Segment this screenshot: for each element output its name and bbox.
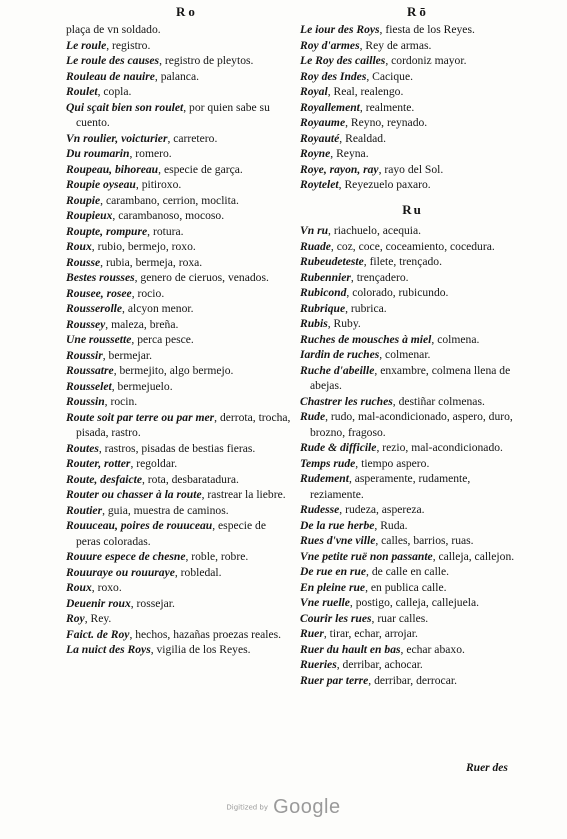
dictionary-entry [66,286,292,302]
entry-translation: , rubrica. [345,301,387,315]
entry-translation: , rocin. [104,395,138,408]
dictionary-entry [300,533,525,549]
entry-translation: , regoldar. [130,457,178,470]
entry-translation: , de calle en calle. [366,565,450,578]
entry-translation: , especie de peras coloradas. [76,519,266,548]
entry-translation: , destiñar colmenas. [392,394,485,408]
dictionary-entry [300,502,525,518]
entry-headword: Vn ru [300,224,329,237]
entry-headword: Rouure espece de chesne [66,550,186,563]
entry-headword: Royallement [300,100,360,114]
entry-translation: , calles, barrios, ruas. [375,534,474,547]
dictionary-entry [66,410,292,441]
entry-translation: , colmenar. [379,348,431,361]
entry-headword: Temps rude [300,456,356,470]
entry-headword: Router ou chasser à la route [66,488,202,501]
dictionary-entry [300,642,525,658]
entry-translation: , tiempo aspero. [355,456,430,470]
entry-translation: , tirar, echar, arrojar. [323,627,418,640]
entry-translation: , enxambre, colmena llena de abejas. [310,363,511,392]
dictionary-entry [300,580,525,596]
right-column-entries-top [300,22,525,193]
entry-translation: , echar abaxo. [400,642,465,656]
entry-headword: Courir les rues [300,611,372,625]
entry-headword: Roussin [66,395,105,408]
entry-translation: , postigo, calleja, callejuela. [349,596,480,609]
entry-translation: , rastros, pisadas de bestias fieras. [98,441,256,455]
entry-headword: Rouuceau, poires de rouuceau [66,519,213,532]
entry-headword: Rubeudeteste [300,255,364,268]
dictionary-entry [66,518,292,549]
entry-translation: , cordoniz mayor. [385,54,467,67]
entry-headword: Roupte, rompure [66,224,148,238]
entry-headword: Rues d'vne ville [300,534,376,547]
digitization-watermark [0,796,567,819]
dictionary-entry [66,456,292,472]
dictionary-entry [66,487,292,503]
entry-headword: Roussir [66,348,103,362]
entry-headword: Routier [66,503,103,517]
dictionary-entry [66,549,292,565]
dictionary-entry [300,177,525,193]
entry-translation: , riachuelo, acequia. [328,224,422,237]
dictionary-entry [66,100,292,131]
dictionary-entry [66,394,292,410]
entry-translation: , roble, robre. [185,550,249,563]
entry-translation: , registro. [106,38,151,52]
entry-headword: Ruer [300,627,324,640]
entry-translation: , realmente. [359,100,415,114]
entry-translation: , Reyezuelo paxaro. [338,178,431,191]
entry-headword: Ruches de mousches à miel [300,332,432,346]
entry-translation: , rotura. [147,224,184,238]
entry-headword: Route soit par terre ou par mer [66,410,215,424]
entry-translation: , Reyno, reynado. [345,116,428,129]
entry-translation: , ruar calles. [371,611,429,625]
entry-translation: , rudeza, aspereza. [339,503,425,516]
dictionary-entry [300,611,525,627]
entry-translation: , rocio. [131,286,165,300]
entry-headword: Rouuraye ou rouuraye [66,565,175,579]
dictionary-entry [66,503,292,519]
google-logo: Google [273,796,341,818]
entry-headword: Rude & difficile [300,441,377,454]
entry-translation: , rastrear la liebre. [201,488,286,501]
entry-headword: Roussatre [66,364,114,377]
dictionary-entry [300,239,525,255]
dictionary-entry [300,564,525,580]
dictionary-entry [300,657,525,673]
entry-translation: , vigilia de los Reyes. [150,643,251,656]
dictionary-entry [66,301,292,317]
dictionary-entry [300,254,525,270]
entry-headword: La nuict des Roys [66,643,151,656]
entry-headword: Royne [300,147,331,160]
dictionary-entry [66,565,292,581]
entry-translation: , rossejar. [130,596,175,610]
entry-translation: , rezio, mal-acondicionado. [376,441,503,454]
entry-translation: , bermejar. [102,348,152,362]
entry-headword: Roupieux [66,209,113,222]
entry-headword: Iardin de ruches [300,348,380,361]
entry-translation: , carretero. [167,131,218,145]
entry-translation: , Realdad. [339,131,386,145]
dictionary-entry [300,69,525,85]
entry-headword: De rue en rue [300,565,367,578]
entry-translation: , derribar, derrocar. [368,673,457,687]
entry-translation: , Real, realengo. [327,85,404,98]
entry-headword: Ruche d'abeille [300,363,375,377]
entry-translation: , guia, muestra de caminos. [102,503,229,517]
dictionary-entry [300,549,525,565]
entry-headword: De la rue herbe [300,518,375,532]
entry-translation: , en publica calle. [365,580,447,594]
dictionary-entry [300,131,525,147]
dictionary-entry [300,316,525,332]
dictionary-entry [300,673,525,689]
entry-translation: , hechos, hazañas proezas reales. [129,627,282,641]
entry-translation: , filete, trençado. [363,255,442,268]
entry-translation: plaça de vn soldado. [66,23,161,36]
entry-translation: , asperamente, rudamente, reziamente. [310,472,471,501]
entry-headword: Roussey [66,317,106,331]
entry-headword: Deuenir roux [66,596,131,610]
entry-translation: , genero de cieruos, venados. [134,271,269,284]
entry-headword: Rudement [300,472,349,485]
entry-headword: Roy d'armes [300,38,360,52]
entry-translation: , perca pesce. [131,333,194,346]
dictionary-entry [300,53,525,69]
entry-headword: Faict. de Roy [66,627,130,641]
entry-headword: Royal [300,85,328,98]
entry-translation: , registro de pleytos. [159,54,254,67]
dictionary-entry [66,379,292,395]
running-header-left: Ro [176,4,198,19]
left-column [66,22,292,658]
entry-headword: Roulet [66,85,98,98]
dictionary-entry [300,270,525,286]
dictionary-entry [66,224,292,240]
entry-translation: , fiesta de los Reyes. [379,23,475,36]
dictionary-entry [66,596,292,612]
dictionary-entry [300,100,525,116]
entry-headword: Rude [300,410,326,423]
entry-headword: Router, rotter [66,457,131,470]
entry-translation: , rudo, mal-acondicionado, aspero, duro, brozno, fragoso. [310,410,513,439]
entry-translation: , rubia, bermeja, roxa. [100,255,203,269]
entry-translation: , Cacique. [366,69,414,83]
entry-translation: , Rey de armas. [359,38,432,52]
dictionary-entry [300,363,525,394]
dictionary-entry [66,239,292,255]
dictionary-entry [66,348,292,364]
entry-translation: , palanca. [154,69,199,83]
entry-headword: Route, desfaicte [66,472,142,486]
entry-headword: Roux [66,581,92,594]
dictionary-entry [66,317,292,333]
dictionary-entry [66,627,292,643]
entry-headword: Ruer par terre [300,673,369,687]
entry-headword: Rubrique [300,301,346,315]
entry-translation: , derrota, trocha, pisada, rastro. [76,410,291,439]
entry-translation: , especie de garça. [158,162,243,176]
entry-headword: Roye, rayon, ray [300,162,379,176]
entry-headword: Royaume [300,116,346,129]
dictionary-entry [66,580,292,596]
entry-headword: Le roule des causes [66,54,160,67]
dictionary-entry [66,131,292,147]
watermark-prefix: Digitized by [226,803,269,812]
dictionary-entry [66,22,292,38]
entry-headword: Rousse [66,255,101,269]
entry-translation: , bermejuelo. [111,379,173,393]
dictionary-entry [66,270,292,286]
entry-headword: Rudesse [300,503,340,516]
entry-translation: , coz, coce, coceamiento, cocedura. [330,239,495,253]
dictionary-entry [66,255,292,271]
entry-headword: Une roussette [66,333,132,346]
entry-headword: Le roule [66,38,107,52]
entry-translation: , por quien sabe su cuento. [76,100,270,129]
entry-translation: , colorado, rubicundo. [346,286,449,299]
entry-headword: Rubennier [300,270,351,284]
dictionary-entry [66,84,292,100]
running-header-right: Rō [407,4,429,19]
entry-translation: , Rey. [84,612,112,625]
entry-translation: , Reyna. [330,147,369,160]
entry-headword: Rueries [300,658,337,671]
dictionary-entry [66,69,292,85]
entry-headword: Roupie [66,193,101,207]
entry-headword: Roy [66,612,85,625]
entry-translation: , carambano, cerrion, moclita. [100,193,239,207]
entry-headword: Roupie oyseau [66,178,136,191]
entry-headword: Roux [66,240,92,253]
dictionary-entry [300,409,525,440]
dictionary-entry [300,38,525,54]
entry-translation: , rayo del Sol. [378,162,444,176]
dictionary-entry [66,441,292,457]
right-column [300,22,525,688]
entry-translation: , derribar, achocar. [336,658,423,671]
entry-headword: Roupeau, bihoreau [66,162,159,176]
entry-translation: , carambanoso, mocoso. [112,209,225,222]
entry-translation: , rota, desbaratadura. [142,472,239,486]
dictionary-entry [300,22,525,38]
entry-translation: , pitiroxo. [135,178,182,191]
entry-translation: , trençadero. [350,270,409,284]
entry-translation: , maleza, breña. [105,317,179,331]
dictionary-entry [66,472,292,488]
dictionary-entry [66,177,292,193]
entry-headword: Rousserolle [66,302,123,315]
entry-headword: Roytelet [300,178,339,191]
dictionary-entry [300,347,525,363]
section-heading: Ru [402,201,423,217]
entry-headword: Le iour des Roys [300,23,380,36]
entry-translation: , romero. [129,147,172,160]
entry-translation: , rubio, bermejo, roxo. [91,240,196,253]
entry-translation: , colmena. [431,332,480,346]
entry-headword: Vn roulier, voicturier [66,131,168,145]
dictionary-entry [66,162,292,178]
entry-headword: Royauté [300,131,340,145]
entry-translation: , roxo. [91,581,122,594]
entry-translation: , calleja, callejon. [432,549,515,563]
entry-headword: Rubicond [300,286,347,299]
entry-headword: Du roumarin [66,147,130,160]
dictionary-entry [300,456,525,472]
entry-headword: Vne ruelle [300,596,350,609]
entry-headword: Ruer du hault en bas [300,642,401,656]
dictionary-entry [300,285,525,301]
dictionary-entry [66,193,292,209]
entry-headword: Rousee, rosee [66,286,132,300]
entry-headword: Chastrer les ruches [300,394,393,408]
entry-translation: , robledal. [174,565,222,579]
dictionary-entry [66,611,292,627]
entry-headword: Rousselet [66,379,112,393]
right-column-entries-bottom [300,223,525,688]
dictionary-entry [66,208,292,224]
entry-translation: , copla. [97,85,132,98]
entry-translation: , alcyon menor. [122,302,194,315]
entry-headword: Vne petite ruë non passante [300,549,433,563]
dictionary-entry [300,440,525,456]
dictionary-entry [300,84,525,100]
catchword: Ruer des [466,762,508,774]
dictionary-entry [300,162,525,178]
entry-translation: , Ruby. [327,317,361,330]
entry-headword: Ruade [300,239,331,253]
entry-translation: , Ruda. [374,518,408,532]
entry-headword: Qui sçait bien son roulet [66,100,184,114]
dictionary-entry [66,332,292,348]
dictionary-entry [300,394,525,410]
dictionary-entry [66,642,292,658]
dictionary-entry [300,301,525,317]
dictionary-entry [300,115,525,131]
dictionary-entry [300,223,525,239]
entry-headword: En pleine rue [300,580,366,594]
dictionary-entry [300,332,525,348]
dictionary-entry [66,363,292,379]
dictionary-entry [300,471,525,502]
dictionary-entry [66,146,292,162]
entry-headword: Le Roy des cailles [300,54,386,67]
entry-headword: Routes [66,441,99,455]
dictionary-entry [300,626,525,642]
entry-headword: Roy des Indes [300,69,367,83]
entry-translation: , bermejito, algo bermejo. [113,364,234,377]
dictionary-entry [300,146,525,162]
dictionary-entry [300,518,525,534]
entry-headword: Rouleau de nauire [66,69,155,83]
dictionary-entry [300,595,525,611]
dictionary-entry [66,53,292,69]
entry-headword: Rubis [300,317,328,330]
entry-headword: Bestes rousses [66,271,135,284]
dictionary-entry [66,38,292,54]
